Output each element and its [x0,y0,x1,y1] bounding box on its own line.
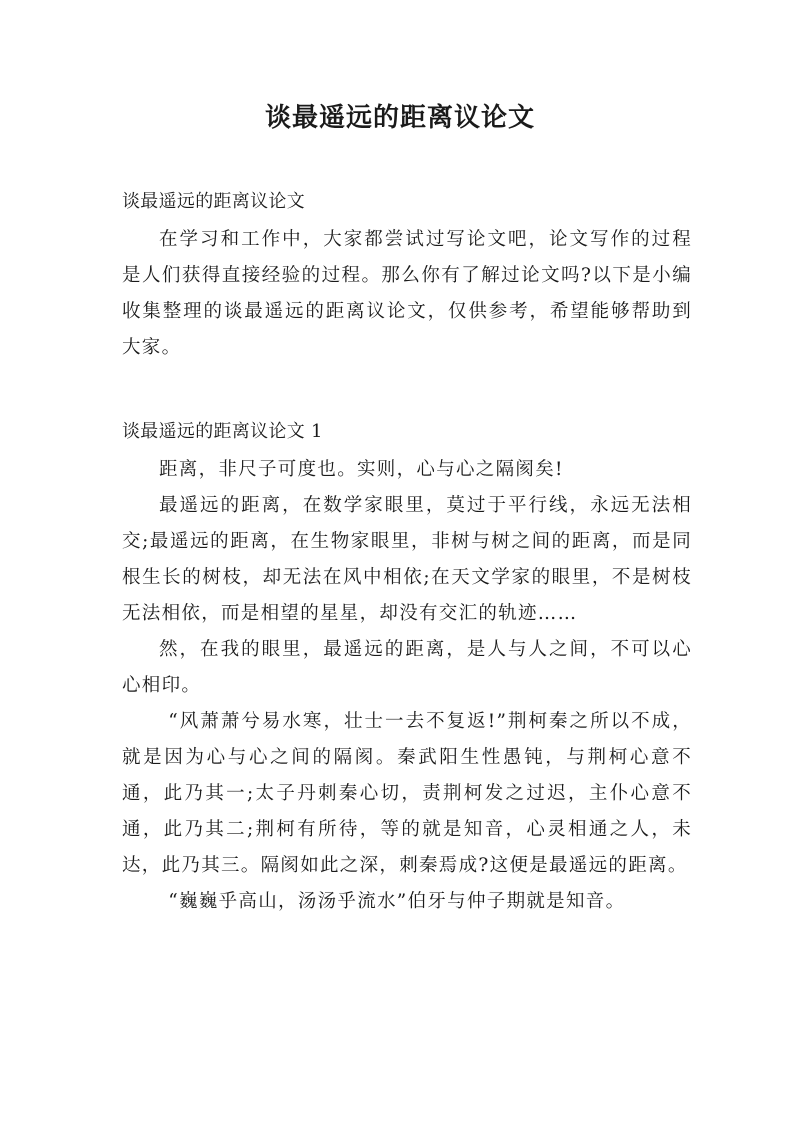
body-paragraph: 距离，非尺子可度也。实则，心与心之隔阂矣! [159,459,564,480]
document-subtitle: 谈最遥远的距离议论文 [122,191,305,212]
body-paragraph: 然，在我的眼里，最遥远的距离，是人与人之间，不可以心心相印。 [122,639,692,696]
section-heading: 谈最遥远的距离议论文 1 [122,421,323,442]
body-paragraph: “巍巍乎高山，汤汤乎流水”伯牙与仲子期就是知音。 [168,891,626,912]
body-paragraph: “风萧萧兮易水寒，壮士一去不复返!”荆柯秦之所以不成，就是因为心与心之间的隔阂。秦武阳生性愚钝，与荆柯心意不通，此乃其一;太子丹刺秦心切，责荆柯发之过迟，主仆心意不通，此乃其二;荆柯有所待，等的就是知音，心灵相通之人，未达，此乃其三。隔阂如此之深，刺秦焉成?这便是最遥远的距离。 [122,711,692,876]
intro-paragraph: 在学习和工作中，大家都尝试过写论文吧，论文写作的过程是人们获得直接经验的过程。那么你有了解过论文吗?以下是小编收集整理的谈最遥远的距离议论文，仅供参考，希望能够帮助到大家。 [122,229,692,358]
document-title: 谈最遥远的距离议论文 [264,103,535,133]
body-paragraph: 最遥远的距离，在数学家眼里，莫过于平行线，永远无法相交;最遥远的距离，在生物家眼里，非树与树之间的距离，而是同根生长的树枝，却无法在风中相依;在天文学家的眼里，不是树枝无法相依，而是相望的星星，却没有交汇的轨迹…… [122,495,692,624]
essay-body [122,452,692,920]
intro-block [122,222,692,366]
